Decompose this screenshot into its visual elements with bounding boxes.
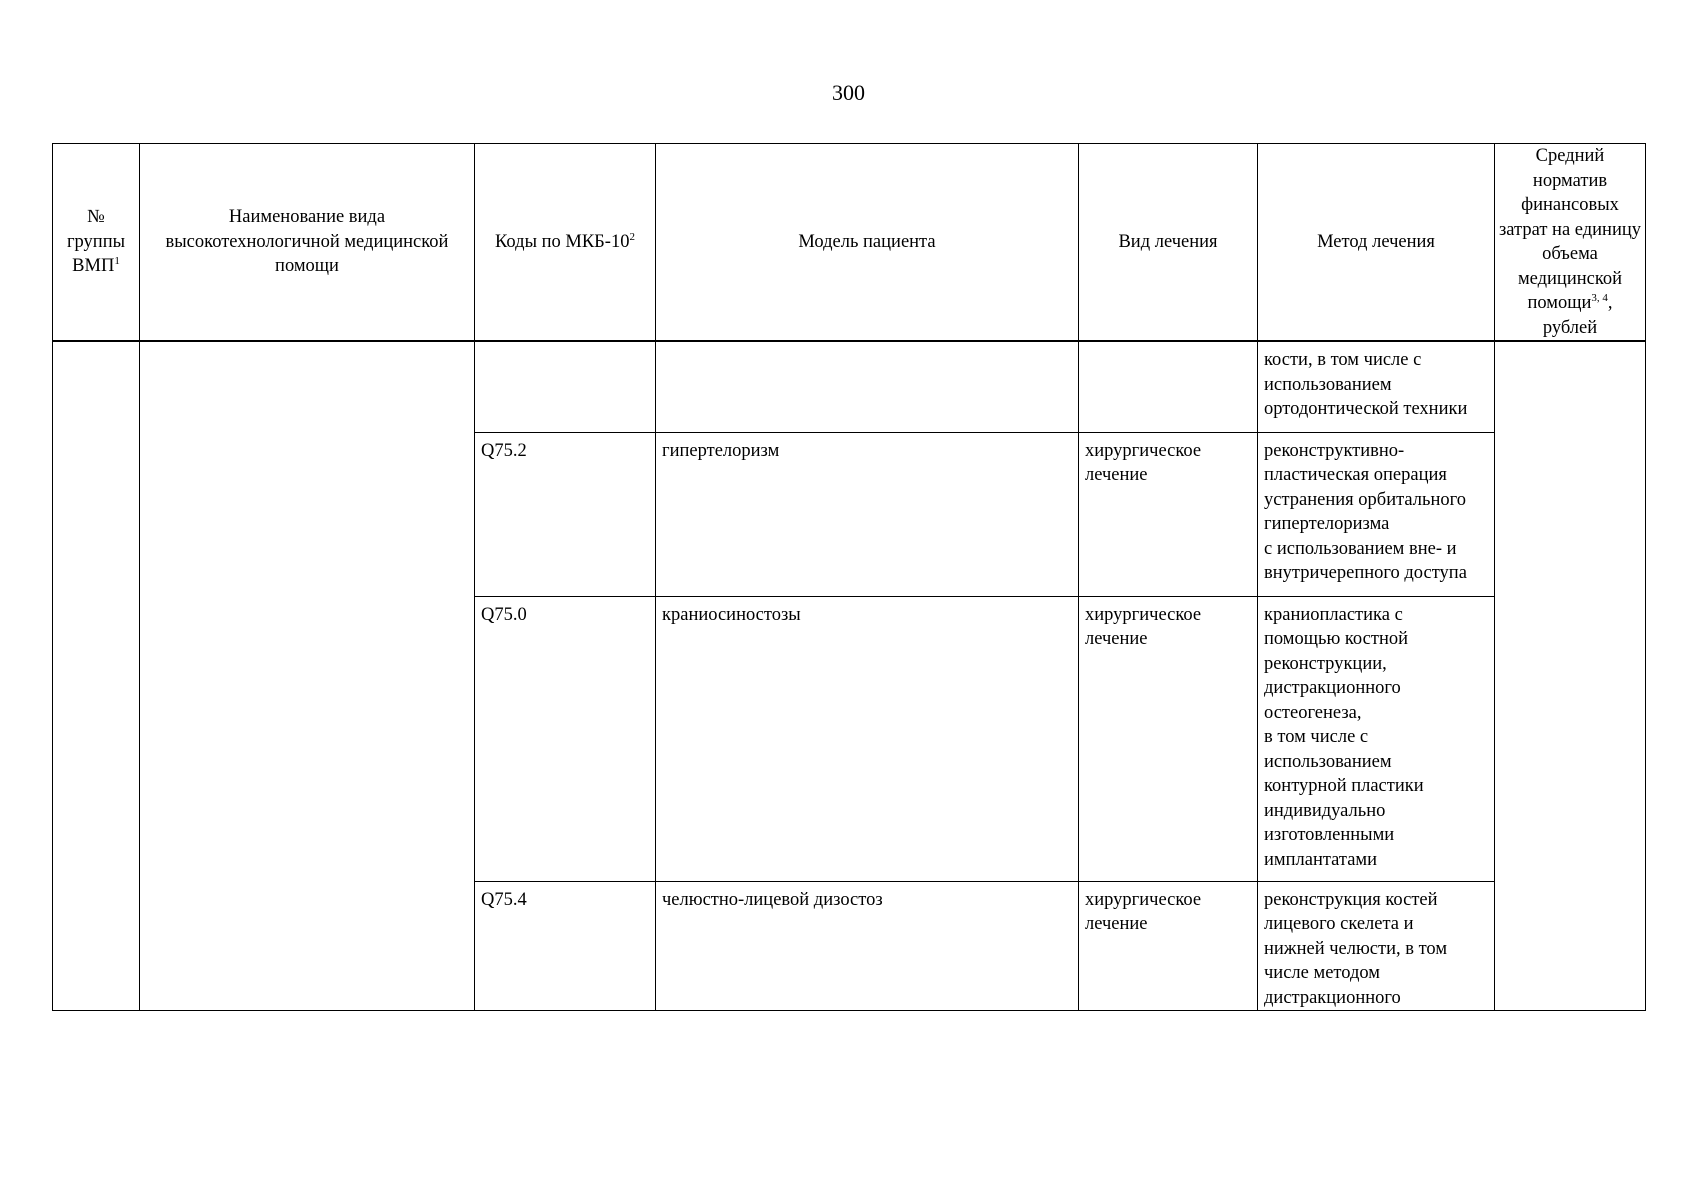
header-icd-codes: Коды по МКБ-$10^2$	[475, 144, 656, 342]
page-number: 300	[832, 80, 865, 105]
treatment-type-cell: хирургическое лечение	[1079, 596, 1258, 881]
vmp-name-cell	[140, 341, 475, 1011]
patient-model-cell: гипертелоризм	[656, 432, 1079, 596]
treatment-type-cell: хирургическое лечение	[1079, 432, 1258, 596]
patient-model-cell: краниосиностозы	[656, 596, 1079, 881]
vmp-table	[52, 143, 1646, 1011]
header-treatment-method: Метод лечения	[1258, 144, 1495, 342]
header-patient-model: Модель пациента	[656, 144, 1079, 342]
treatment-type-cell	[1079, 341, 1258, 432]
icd-code-cell: Q75.2	[475, 432, 656, 596]
group-number-cell	[53, 341, 140, 1011]
patient-model-cell: челюстно-лицевой дизостоз	[656, 881, 1079, 1011]
header-vmp-name: Наименование вида высокотехнологичной медицинской помощи	[140, 144, 475, 342]
header-average-cost: Средний норматив финансовых затрат на единицу объема медицинской помощи$^{3, 4}$, рублей	[1495, 144, 1646, 342]
icd-code-cell: Q75.0	[475, 596, 656, 881]
treatment-type-cell: хирургическое лечение	[1079, 881, 1258, 1011]
treatment-method-cell: реконструктивно- пластическая операция устранения орбитального гипертелоризма с использованием вне- и внутричерепного доступа	[1258, 432, 1495, 596]
icd-code-cell: Q75.4	[475, 881, 656, 1011]
table-row	[53, 341, 1646, 432]
treatment-method-cell: кости, в том числе с использованием ортодонтической техники	[1258, 341, 1495, 432]
header-treatment-type: Вид лечения	[1079, 144, 1258, 342]
icd-code-cell	[475, 341, 656, 432]
treatment-method-cell: краниопластика с помощью костной реконструкции, дистракционного остеогенеза, в том числе с использованием контурной пластики индивидуально изготовленными имплантатами	[1258, 596, 1495, 881]
patient-model-cell	[656, 341, 1079, 432]
header-row	[53, 144, 1646, 342]
treatment-method-cell: реконструкция костей лицевого скелета и нижней челюсти, в том числе методом дистракционного	[1258, 881, 1495, 1011]
average-cost-cell	[1495, 341, 1646, 1011]
header-group-number: № группы ВМП$^1$	[53, 144, 140, 342]
